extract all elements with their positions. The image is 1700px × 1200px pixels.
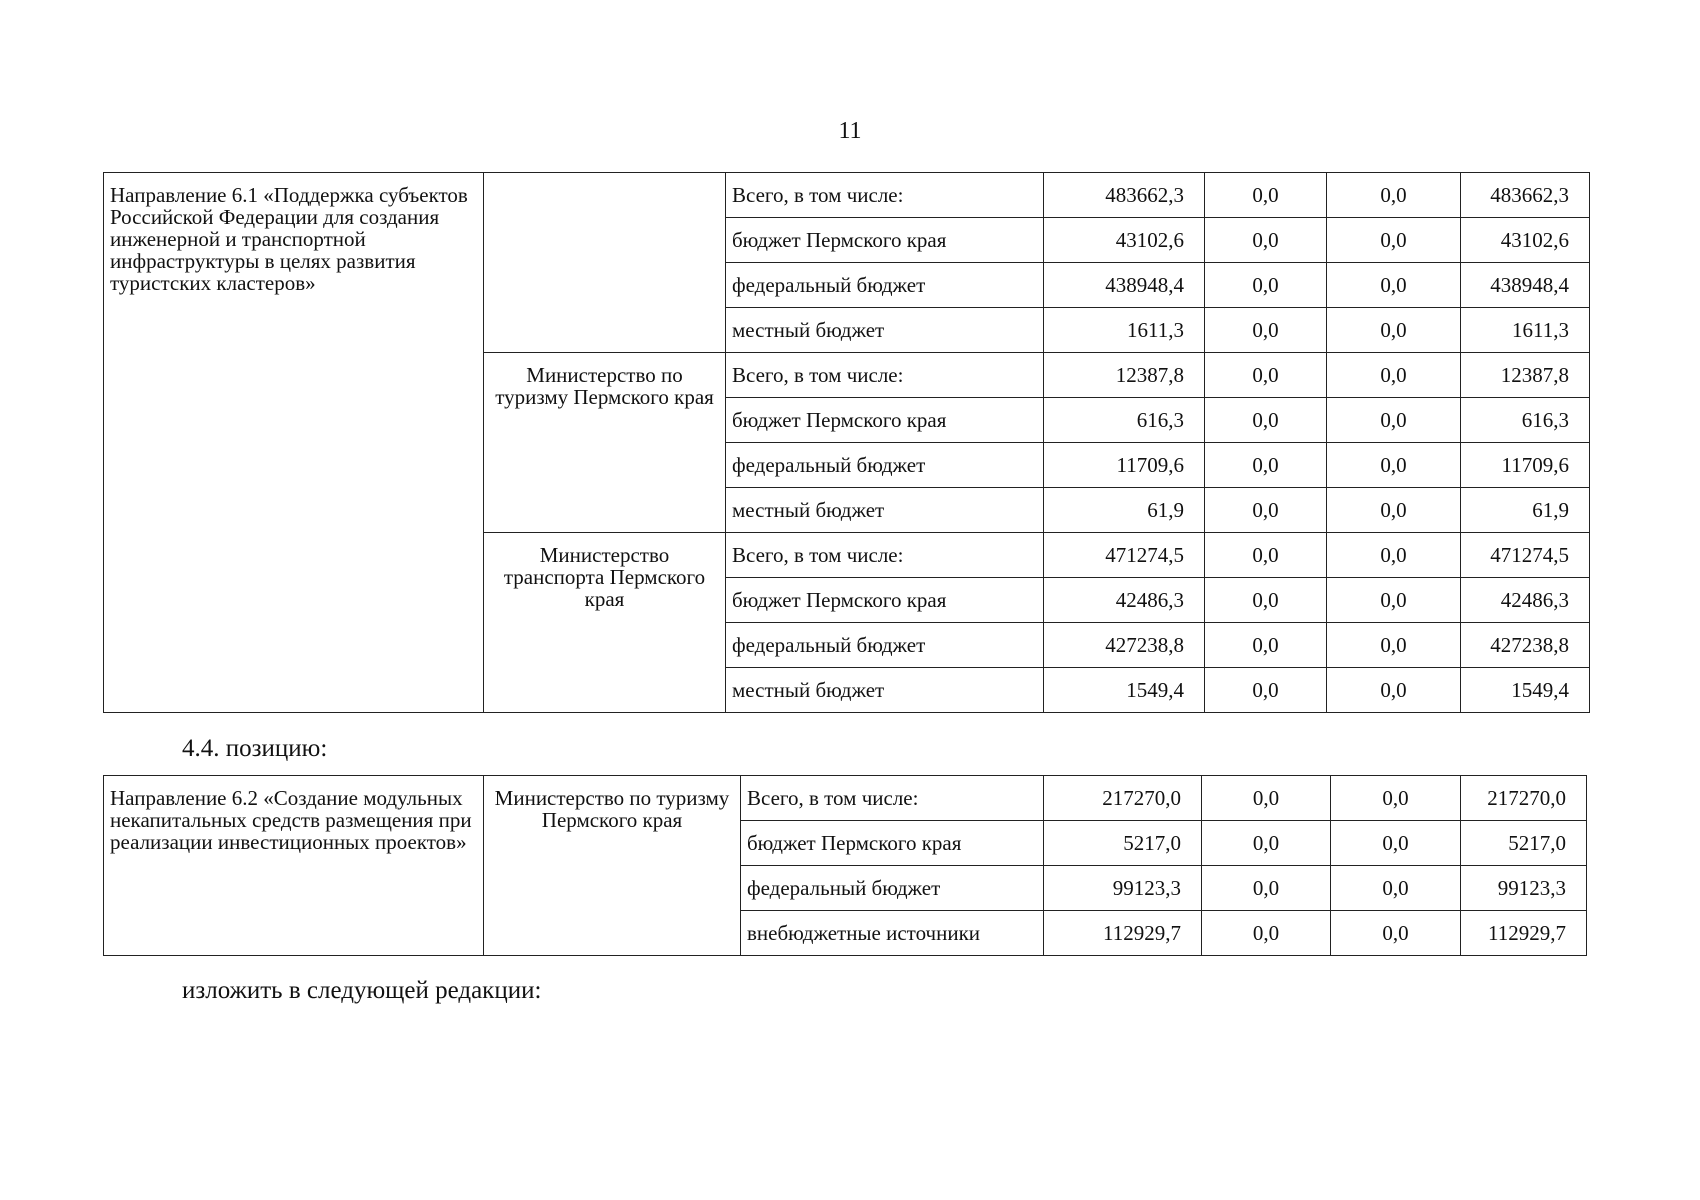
- funding-source: Всего, в том числе:: [726, 353, 1044, 398]
- funding-source: местный бюджет: [726, 308, 1044, 353]
- value-cell: 0,0: [1331, 866, 1461, 911]
- value-cell: 61,9: [1461, 488, 1590, 533]
- value-cell: 0,0: [1202, 776, 1331, 821]
- value-cell: 0,0: [1327, 398, 1461, 443]
- funding-source: внебюджетные источники: [741, 911, 1044, 956]
- value-cell: 483662,3: [1461, 173, 1590, 218]
- value-cell: 0,0: [1327, 623, 1461, 668]
- funding-source: бюджет Пермского края: [726, 398, 1044, 443]
- position-label: 4.4. позицию:: [182, 735, 328, 762]
- value-cell: 99123,3: [1044, 866, 1202, 911]
- page-number: 11: [838, 118, 862, 144]
- value-cell: 12387,8: [1044, 353, 1205, 398]
- org-name: [484, 173, 726, 353]
- value-cell: 0,0: [1205, 218, 1327, 263]
- value-cell: 43102,6: [1461, 218, 1590, 263]
- value-cell: 1549,4: [1461, 668, 1590, 713]
- value-cell: 0,0: [1205, 488, 1327, 533]
- value-cell: 0,0: [1202, 866, 1331, 911]
- value-cell: 0,0: [1205, 353, 1327, 398]
- direction-name: Направление 6.1 «Поддержка субъектов Российской Федерации для создания инженерной и транспортной инфраструктуры в целях развития туристских кластеров»: [104, 173, 484, 713]
- value-cell: 0,0: [1205, 668, 1327, 713]
- value-cell: 5217,0: [1461, 821, 1587, 866]
- value-cell: 0,0: [1327, 533, 1461, 578]
- value-cell: 11709,6: [1044, 443, 1205, 488]
- funding-source: Всего, в том числе:: [741, 776, 1044, 821]
- value-cell: 0,0: [1205, 443, 1327, 488]
- value-cell: 11709,6: [1461, 443, 1590, 488]
- funding-source: федеральный бюджет: [726, 443, 1044, 488]
- value-cell: 12387,8: [1461, 353, 1590, 398]
- value-cell: 0,0: [1327, 488, 1461, 533]
- funding-source: местный бюджет: [726, 668, 1044, 713]
- funding-source: Всего, в том числе:: [726, 533, 1044, 578]
- value-cell: 1549,4: [1044, 668, 1205, 713]
- value-cell: 0,0: [1327, 353, 1461, 398]
- funding-source: федеральный бюджет: [726, 623, 1044, 668]
- funding-source: Всего, в том числе:: [726, 173, 1044, 218]
- value-cell: 217270,0: [1461, 776, 1587, 821]
- value-cell: 0,0: [1205, 623, 1327, 668]
- value-cell: 616,3: [1461, 398, 1590, 443]
- value-cell: 0,0: [1202, 821, 1331, 866]
- value-cell: 0,0: [1331, 776, 1461, 821]
- direction-name: Направление 6.2 «Создание модульных некапитальных средств размещения при реализации инвестиционных проектов»: [104, 776, 484, 956]
- org-name: Министерство по туризму Пермского края: [484, 776, 741, 956]
- value-cell: 471274,5: [1461, 533, 1590, 578]
- value-cell: 42486,3: [1461, 578, 1590, 623]
- value-cell: 5217,0: [1044, 821, 1202, 866]
- value-cell: 0,0: [1327, 578, 1461, 623]
- value-cell: 1611,3: [1044, 308, 1205, 353]
- value-cell: 0,0: [1327, 173, 1461, 218]
- org-name: Министерство по туризму Пермского края: [484, 353, 726, 533]
- value-cell: 616,3: [1044, 398, 1205, 443]
- value-cell: 99123,3: [1461, 866, 1587, 911]
- budget-table-direction-6-2: [103, 775, 1587, 956]
- value-cell: 112929,7: [1044, 911, 1202, 956]
- value-cell: 438948,4: [1044, 263, 1205, 308]
- value-cell: 0,0: [1205, 578, 1327, 623]
- value-cell: 0,0: [1327, 668, 1461, 713]
- funding-source: бюджет Пермского края: [741, 821, 1044, 866]
- value-cell: 427238,8: [1044, 623, 1205, 668]
- value-cell: 1611,3: [1461, 308, 1590, 353]
- value-cell: 0,0: [1327, 443, 1461, 488]
- value-cell: 42486,3: [1044, 578, 1205, 623]
- value-cell: 0,0: [1205, 173, 1327, 218]
- budget-table-direction-6-1: [103, 172, 1590, 713]
- funding-source: бюджет Пермского края: [726, 578, 1044, 623]
- redaction-label: изложить в следующей редакции:: [182, 977, 542, 1004]
- value-cell: 0,0: [1205, 308, 1327, 353]
- funding-source: федеральный бюджет: [726, 263, 1044, 308]
- value-cell: 483662,3: [1044, 173, 1205, 218]
- value-cell: 112929,7: [1461, 911, 1587, 956]
- value-cell: 0,0: [1327, 263, 1461, 308]
- value-cell: 0,0: [1205, 398, 1327, 443]
- value-cell: 438948,4: [1461, 263, 1590, 308]
- value-cell: 43102,6: [1044, 218, 1205, 263]
- table-row: [104, 776, 1587, 821]
- value-cell: 0,0: [1327, 308, 1461, 353]
- funding-source: местный бюджет: [726, 488, 1044, 533]
- value-cell: 0,0: [1327, 218, 1461, 263]
- value-cell: 0,0: [1331, 821, 1461, 866]
- value-cell: 471274,5: [1044, 533, 1205, 578]
- value-cell: 0,0: [1205, 533, 1327, 578]
- value-cell: 61,9: [1044, 488, 1205, 533]
- table-row: [104, 173, 1590, 218]
- value-cell: 0,0: [1202, 911, 1331, 956]
- funding-source: федеральный бюджет: [741, 866, 1044, 911]
- funding-source: бюджет Пермского края: [726, 218, 1044, 263]
- value-cell: 217270,0: [1044, 776, 1202, 821]
- org-name: Министерство транспорта Пермского края: [484, 533, 726, 713]
- value-cell: 0,0: [1331, 911, 1461, 956]
- value-cell: 427238,8: [1461, 623, 1590, 668]
- value-cell: 0,0: [1205, 263, 1327, 308]
